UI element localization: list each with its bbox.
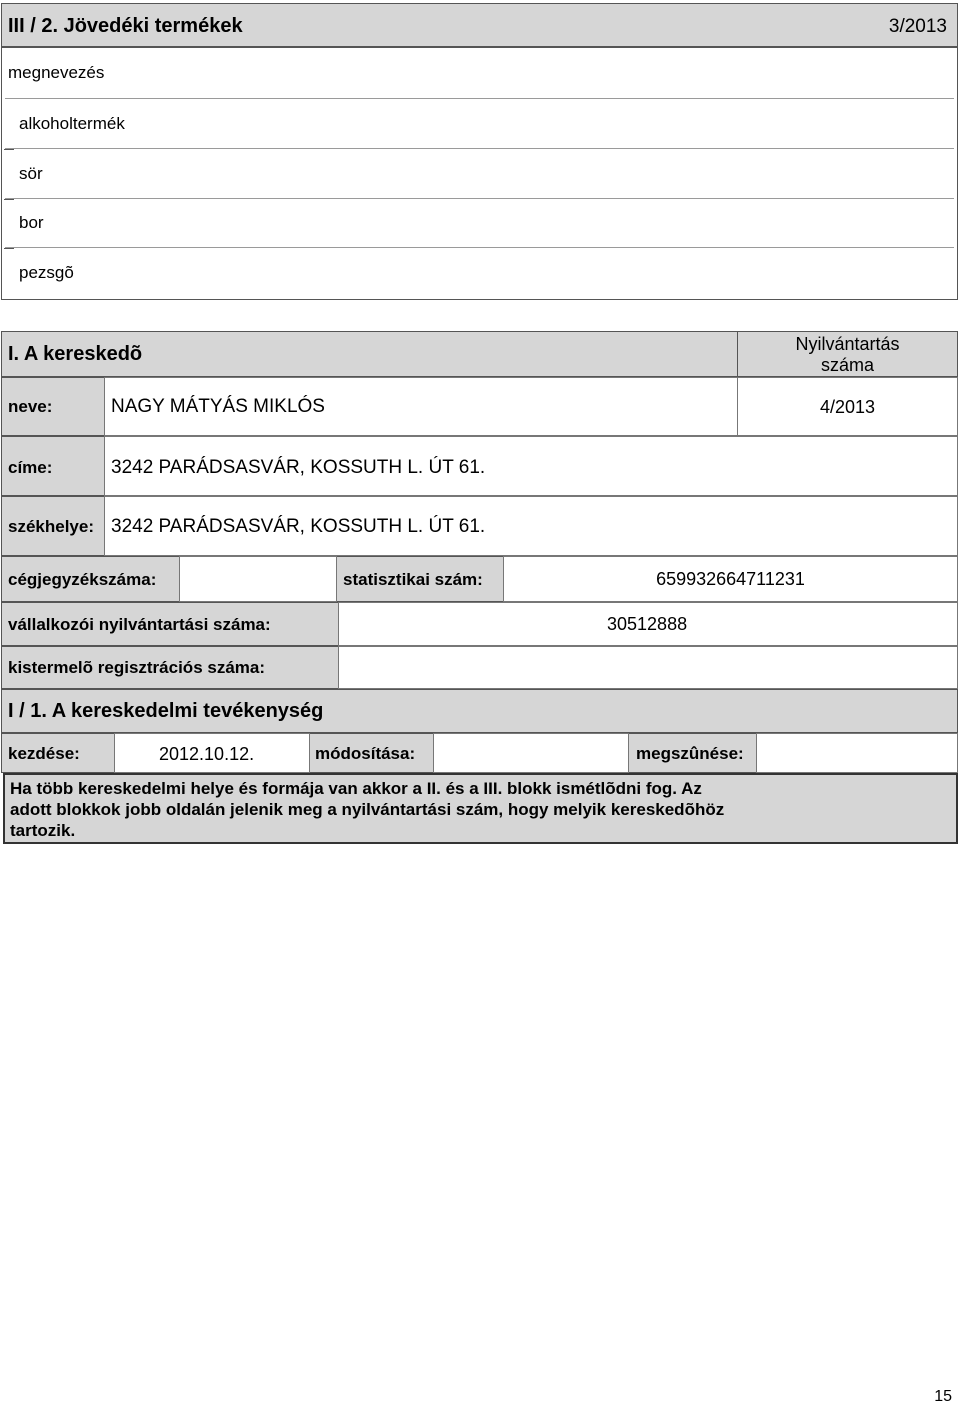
neve-value: NAGY MÁTYÁS MIKLÓS — [111, 396, 325, 417]
cime-label: címe: — [8, 458, 53, 477]
szekhely-field — [104, 496, 958, 556]
divider — [5, 98, 954, 99]
megnevezes-label: megnevezés — [8, 63, 105, 82]
nyilvantartas-value-cell — [737, 377, 958, 436]
product-item-pezsgo: pezsgõ — [19, 263, 74, 282]
cime-field — [104, 436, 958, 496]
section-3-2-number: 3/2013 — [888, 16, 947, 37]
vallalkozoi-value: 30512888 — [607, 614, 688, 634]
nyilvantartas-label-2: száma — [820, 355, 874, 375]
cime-value: 3242 PARÁDSASVÁR, KOSSUTH L. ÚT 61. — [111, 457, 486, 478]
nyilvantartas-label: Nyilvántartás — [795, 334, 900, 354]
statisztikai-value: 659932664711231 — [656, 569, 805, 589]
kistermelo-label: kistermelõ regisztrációs száma: — [8, 658, 266, 677]
vallalkozoi-field — [338, 602, 958, 646]
divider — [5, 148, 954, 149]
nyilvantartas-header — [737, 331, 958, 377]
checkbox-mark — [4, 149, 14, 150]
statisztikai-field — [503, 556, 958, 602]
vallalkozoi-label: vállalkozói nyilvántartási száma: — [8, 615, 271, 634]
product-item-sor: sör — [19, 164, 43, 183]
neve-label: neve: — [8, 397, 53, 416]
activity-title: I / 1. A kereskedelmi tevékenység — [8, 700, 324, 722]
szekhely-label: székhelye: — [8, 517, 94, 536]
kezdese-label: kezdése: — [8, 744, 80, 763]
megszunese-field — [756, 733, 958, 773]
cegjegyzek-label: cégjegyzékszáma: — [8, 570, 157, 589]
product-item-bor: bor — [19, 213, 44, 232]
kistermelo-field — [338, 646, 958, 689]
note-line-2: adott blokkok jobb oldalán jelenik meg a nyilvántartási szám, hogy melyik kereskedõhöz — [10, 800, 725, 819]
section-1-title: I. A kereskedõ — [8, 343, 143, 365]
product-item-alkoholtermek: alkoholtermék — [19, 114, 125, 133]
divider — [5, 247, 954, 248]
note-line-1: Ha több kereskedelmi helye és formája van akkor a II. és a III. blokk ismétlõdni fog. Az — [10, 779, 702, 798]
modositasa-label: módosítása: — [315, 744, 416, 763]
section-3-2-body — [1, 47, 958, 300]
note-line-3: tartozik. — [10, 821, 76, 840]
neve-field — [104, 377, 738, 436]
checkbox-mark — [4, 248, 14, 249]
activity-header — [1, 689, 958, 733]
megszunese-label: megszûnése: — [636, 744, 744, 763]
checkbox-mark — [4, 199, 14, 200]
statisztikai-label: statisztikai szám: — [343, 570, 483, 589]
modositasa-field — [433, 733, 629, 773]
cegjegyzek-field — [179, 556, 337, 602]
kezdese-field — [114, 733, 310, 773]
szekhely-value: 3242 PARÁDSASVÁR, KOSSUTH L. ÚT 61. — [111, 516, 486, 537]
section-3-2-header — [1, 3, 958, 47]
section-3-2-title: III / 2. Jövedéki termékek — [8, 15, 243, 37]
kezdese-value: 2012.10.12. — [159, 744, 255, 764]
note-box — [3, 773, 958, 844]
divider — [5, 198, 954, 199]
page-number: 15 — [934, 1388, 952, 1405]
nyilvantartas-value: 4/2013 — [819, 397, 876, 417]
